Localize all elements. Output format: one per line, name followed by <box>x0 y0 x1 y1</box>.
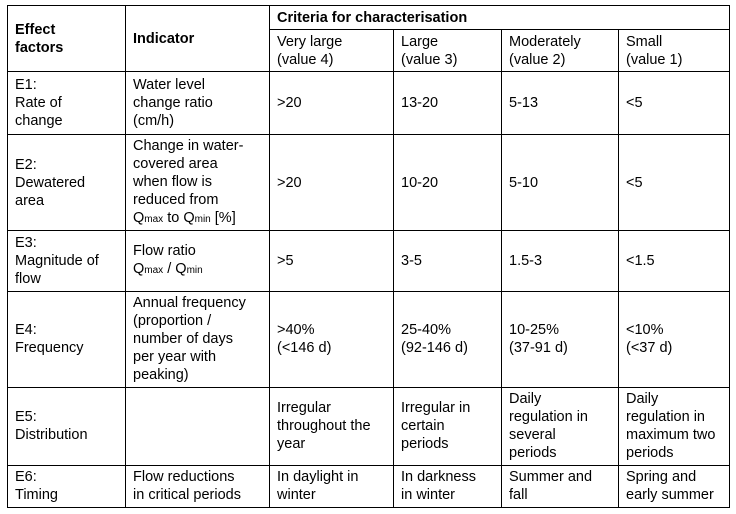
indicator-cell: Water level change ratio (cm/h) <box>126 72 270 135</box>
effect-factor-cell: E6: Timing <box>8 465 126 507</box>
value-cell: >20 <box>270 72 394 135</box>
q-subscript: min <box>186 264 203 276</box>
value-cell: <10% (<37 d) <box>619 291 730 387</box>
value-cell: 13-20 <box>394 72 502 135</box>
value-cell: <1.5 <box>619 231 730 291</box>
q-symbol: Q <box>183 209 195 226</box>
header-indicator: Indicator <box>126 6 270 72</box>
value-cell: 25-40% (92-146 d) <box>394 291 502 387</box>
header-level-moderately: Moderately (value 2) <box>502 30 619 72</box>
value-cell: Irregular throughout the year <box>270 387 394 465</box>
value-cell: Daily regulation in several periods <box>502 387 619 465</box>
header-effect-factors: Effect factors <box>8 6 126 72</box>
table-row-e2 <box>8 135 730 231</box>
header-level-very-large: Very large (value 4) <box>270 30 394 72</box>
value-cell: >20 <box>270 135 394 231</box>
effect-factor-cell: E2: Dewatered area <box>8 135 126 231</box>
table-row-e1 <box>8 72 730 135</box>
table-row-e3 <box>8 231 730 291</box>
effect-factor-cell: E5: Distribution <box>8 387 126 465</box>
value-cell: 10-25% (37-91 d) <box>502 291 619 387</box>
effect-factor-cell: E4: Frequency <box>8 291 126 387</box>
value-cell: Spring and early summer <box>619 465 730 507</box>
q-symbol: Q <box>133 260 145 277</box>
value-cell: >40% (<146 d) <box>270 291 394 387</box>
effect-factor-cell: E1: Rate of change <box>8 72 126 135</box>
indicator-text: Change in water- covered area when flow is reduced from <box>133 137 244 208</box>
q-subscript: max <box>144 264 164 276</box>
value-cell: 5-13 <box>502 72 619 135</box>
indicator-unit: [%] <box>210 209 236 226</box>
indicator-text: Flow ratio <box>133 242 196 259</box>
value-cell: <5 <box>619 135 730 231</box>
q-symbol: Q <box>133 209 145 226</box>
value-cell: Summer and fall <box>502 465 619 507</box>
characterisation-table <box>7 5 730 508</box>
indicator-joiner: to <box>163 209 184 226</box>
indicator-joiner: / <box>163 260 176 277</box>
indicator-cell <box>126 135 270 231</box>
indicator-cell: Annual frequency (proportion / number of days per year with peaking) <box>126 291 270 387</box>
indicator-cell: Flow reductions in critical periods <box>126 465 270 507</box>
value-cell: 5-10 <box>502 135 619 231</box>
header-level-large: Large (value 3) <box>394 30 502 72</box>
q-subscript: max <box>144 213 164 225</box>
table-row-e4 <box>8 291 730 387</box>
effect-factor-cell: E3: Magnitude of flow <box>8 231 126 291</box>
indicator-cell <box>126 231 270 291</box>
value-cell: 10-20 <box>394 135 502 231</box>
q-symbol: Q <box>175 260 187 277</box>
value-cell: In darkness in winter <box>394 465 502 507</box>
header-criteria: Criteria for characterisation <box>270 6 730 30</box>
table-row-e5 <box>8 387 730 465</box>
table-row-e6 <box>8 465 730 507</box>
value-cell: <5 <box>619 72 730 135</box>
header-level-small: Small (value 1) <box>619 30 730 72</box>
q-subscript: min <box>194 213 211 225</box>
indicator-cell <box>126 387 270 465</box>
value-cell: Irregular in certain periods <box>394 387 502 465</box>
value-cell: Daily regulation in maximum two periods <box>619 387 730 465</box>
value-cell: In daylight in winter <box>270 465 394 507</box>
value-cell: 3-5 <box>394 231 502 291</box>
value-cell: >5 <box>270 231 394 291</box>
value-cell: 1.5-3 <box>502 231 619 291</box>
